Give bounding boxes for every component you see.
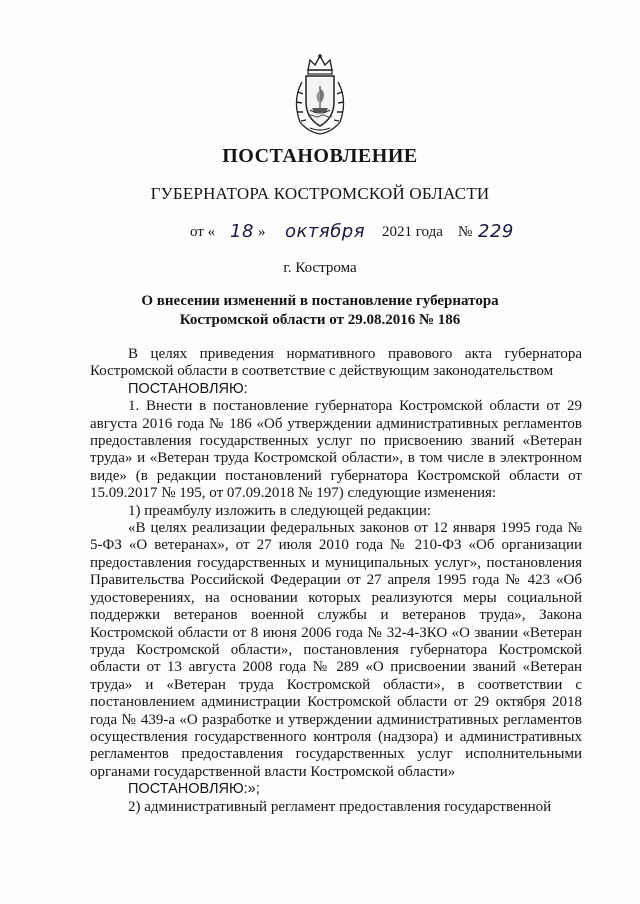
paragraph-resolve: ПОСТАНОВЛЯЮ: [128, 380, 248, 397]
document-title: ПОСТАНОВЛЕНИЕ [222, 145, 418, 167]
paragraph-subitem-1: 1) преамбулу изложить в следующей редакции: [128, 502, 432, 519]
date-year: 2021 года [382, 224, 443, 240]
date-number-sign: № [458, 224, 473, 240]
paragraph-item-1: 1. Внести в постановление губернатора Костромской области от 29 августа 2016 года № 186 «Об утверждении административных регламентов предоставления государственных услуг по присвоению званий «Ветеран труда» и «Ветеран труда Костромской области», в том числе в электронном виде» (в редакции постановлений губернатора Костромской области от 15.09.2017 № 195, от 07.09.2018 № 197) следующие изменения: [90, 398, 582, 502]
date-prefix: от « [190, 224, 216, 240]
date-number-handwritten: 229 [478, 221, 514, 242]
document-heading [0, 292, 640, 330]
document-city: г. Кострома [283, 260, 357, 276]
heading-line-1: О внесении изменений в постановление губернатора [141, 293, 499, 309]
paragraph-subitem-2: 2) административный регламент предоставления государственной [128, 798, 552, 815]
paragraph-preamble: В целях приведения нормативного правового акта губернатора Костромской области в соответствие с действующим законодательством [90, 346, 582, 380]
document-body [90, 346, 582, 816]
date-line [190, 221, 520, 245]
paragraph-new-preamble: «В целях реализации федеральных законов от 12 января 1995 года № 5-ФЗ «О ветеранах», от 27 июля 2010 года № 210-ФЗ «Об организации предоставления государственных и муниципальных услуг», постановления Правительства Российской Федерации от 27 апреля 1995 года № 423 «Об удостоверениях, на основании которых реализуются меры социальной поддержки ветеранов военной службы и ветеранов труда», Закона Костромской области от 8 июня 2006 года № 32-4-ЗКО «О звании «Ветеран труда Костромской области», постановления губернатора Костромской области от 13 августа 2008 года № 289 «О присвоении званий «Ветеран труда» и «Ветеран труда Костромской области», в соответствии с постановлением администрации Костромской области от 29 октября 2018 года № 439-а «О разработке и утверждении административных регламентов осуществления государственного контроля (надзора) и административных регламентов предоставления государственных услуг исполнительными органами государственной власти Костромской области» [90, 520, 582, 780]
document-subtitle: ГУБЕРНАТОРА КОСТРОМСКОЙ ОБЛАСТИ [150, 184, 490, 203]
date-month-handwritten: октября [285, 221, 366, 242]
paragraph-resolve-quoted: ПОСТАНОВЛЯЮ:»; [128, 781, 260, 798]
coat-of-arms-icon [288, 52, 352, 138]
date-close-quote: » [258, 224, 266, 240]
heading-line-2: Костромской области от 29.08.2016 № 186 [179, 312, 461, 328]
date-day-handwritten: 18 [230, 221, 254, 242]
